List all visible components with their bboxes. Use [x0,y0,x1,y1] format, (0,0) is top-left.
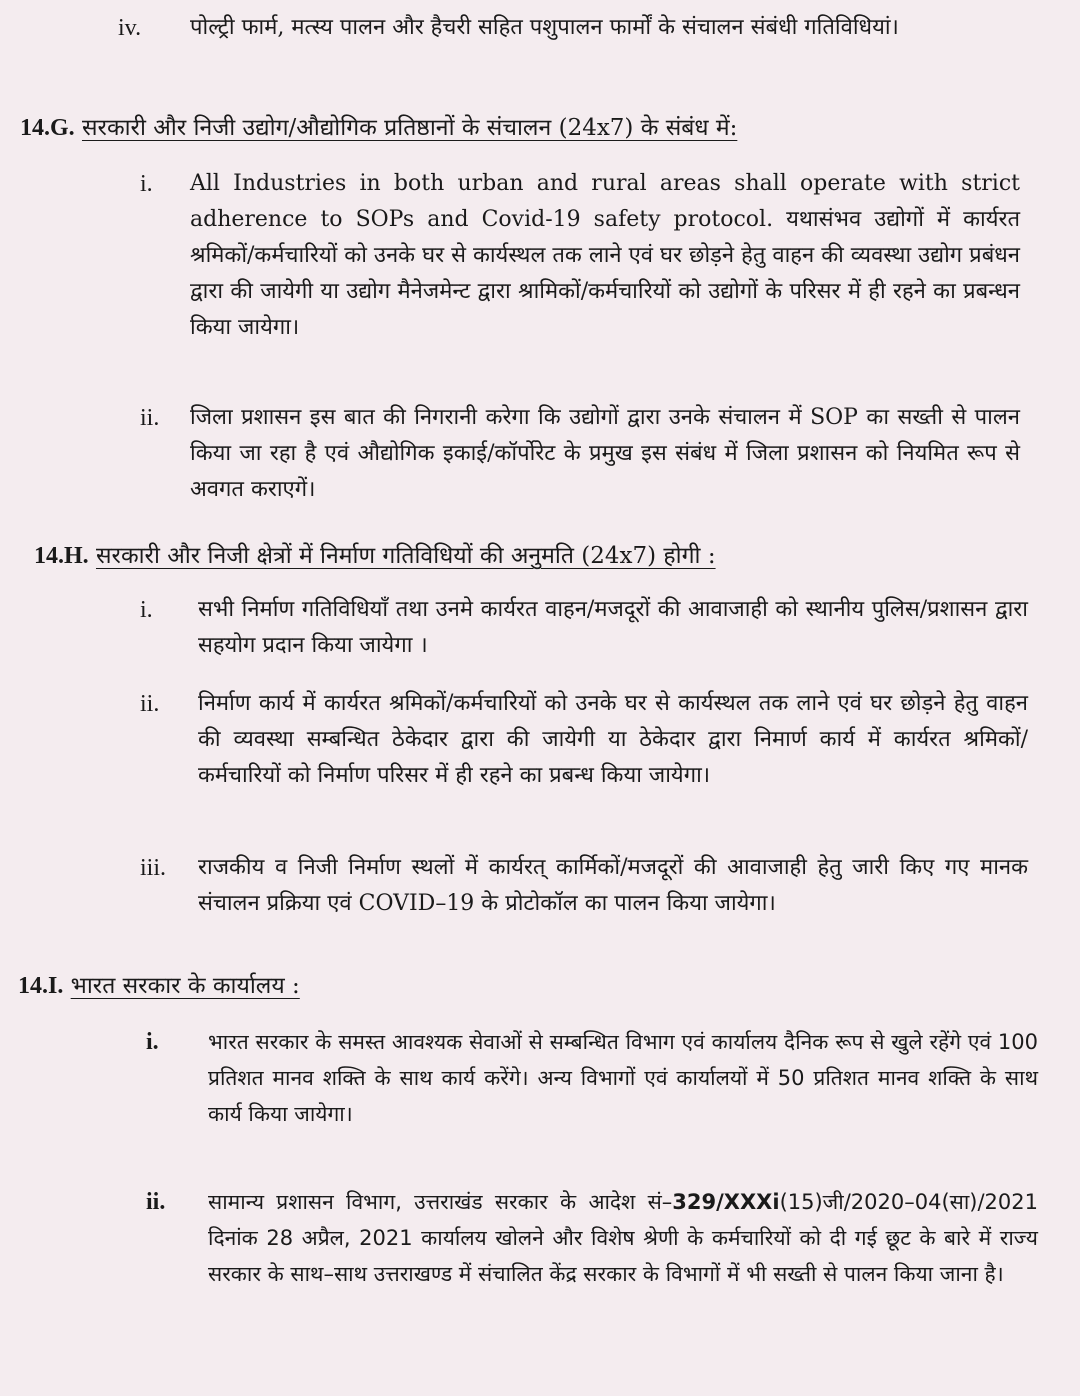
list-item-14h-ii [140,686,1028,794]
item-number: ii. [140,691,160,717]
item-text: All Industries in both urban and rural areas shall operate with strict adherence to SOPs and Covid-19 safety protocol. यथासंभव उद्योगों में कार्यरत श्रमिकों/कर्मचारियों को उनके घर से कार्यस्थल तक लाने एवं घर छोड़ने हेतु वाहन की व्यवस्था उद्योग प्रबंधन द्वारा की जायेगी या उद्योग मैनेजमेन्ट द्वारा श्रामिकों/कर्मचारियों को उद्योगों के परिसर में ही रहने का प्रबन्धन किया जायेगा। [190,171,1020,340]
section-title: भारत सरकार के कार्यालय : [70,973,300,999]
item-number: i. [140,171,153,197]
list-item-14h-i [140,592,1028,664]
section-number: 14.H. [34,543,89,569]
list-item-14g-i [140,166,1020,346]
item-text: राजकीय व निजी निर्माण स्थलों में कार्यरत् कार्मिकों/मजदूरों की आवाजाही हेतु जारी किए गए मानक संचालन प्रक्रिया एवं COVID–19 के प्रोटोकॉल का पालन किया जायेगा। [198,855,1028,916]
item-number: ii. [140,405,160,431]
item-number: i. [140,597,153,623]
list-item-14i-ii [146,1184,1038,1292]
list-item-14g-ii [140,400,1020,508]
section-heading-14g [20,110,737,146]
item-text: सभी निर्माण गतिविधियाँ तथा उनमे कार्यरत वाहन/मजदूरों की आवाजाही को स्थानीय पुलिस/प्रशासन द्वारा सहयोग प्रदान किया जायेगा । [198,597,1028,658]
section-title: सरकारी और निजी उद्योग/औद्योगिक प्रतिष्ठानों के संचालन (24x7) के संबंध में: [81,115,738,141]
list-item-14i-i [146,1024,1038,1132]
section-heading-14i [18,968,300,1004]
item-text: पोल्ट्री फार्म, मत्स्य पालन और हैचरी सहित पशुपालन फार्मों के संचालन संबंधी गतिविधियां। [190,15,899,40]
item-number: iv. [118,15,142,41]
item-text: भारत सरकार के समस्त आवश्यक सेवाओं से सम्बन्धित विभाग एवं कार्यालय दैनिक रूप से खुले रहेंगे एवं 100 प्रतिशत मानव शक्ति के साथ कार्य करेंगे। अन्य विभागों एवं कार्यालयों में 50 प्रतिशत मानव शक्ति के साथ कार्य किया जायेगा। [208,1030,1039,1126]
section-number: 14.G. [20,115,75,141]
section-heading-14h [34,538,716,574]
item-number: i. [146,1029,159,1055]
section-title: सरकारी और निजी क्षेत्रों में निर्माण गतिविधियों की अनुमति (24x7) होगी : [95,543,716,569]
item-text-before: सामान्य प्रशासन विभाग, उत्तराखंड सरकार के आदेश सं– [208,1190,673,1214]
list-item-iv [118,10,1018,46]
order-number: 329/XXXi [672,1190,780,1214]
section-number: 14.I. [18,973,64,999]
item-text [208,1184,1038,1292]
list-item-14h-iii [140,850,1028,922]
item-text-after: (15)जी/2020–04(सा)/2021 दिनांक 28 अप्रैल, 2021 कार्यालय खोलने और विशेष श्रेणी के कर्मचारियों को दी गई छूट के बारे में राज्य सरकार के साथ–साथ उत्तराखण्ड में संचालित केंद्र सरकार के विभागों में भी सख्ती से पालन किया जाना है। [208,1190,1038,1286]
item-text: निर्माण कार्य में कार्यरत श्रमिकों/कर्मचारियों को उनके घर से कार्यस्थल तक लाने एवं घर छोड़ने हेतु वाहन की व्यवस्था सम्बन्धित ठेकेदार द्वारा की जायेगी या ठेकेदार द्वारा निमार्ण कार्य में कार्यरत श्रमिकों/कर्मचारियों को निर्माण परिसर में ही रहने का प्रबन्ध किया जायेगा। [198,691,1028,788]
item-number: ii. [146,1189,166,1215]
item-number: iii. [140,855,167,881]
item-text: जिला प्रशासन इस बात की निगरानी करेगा कि उद्योगों द्वारा उनके संचालन में SOP का सख्ती से पालन किया जा रहा है एवं औद्योगिक इकाई/कॉर्पोरेट के प्रमुख इस संबंध में जिला प्रशासन को नियमित रूप से अवगत कराएगें। [190,405,1020,502]
